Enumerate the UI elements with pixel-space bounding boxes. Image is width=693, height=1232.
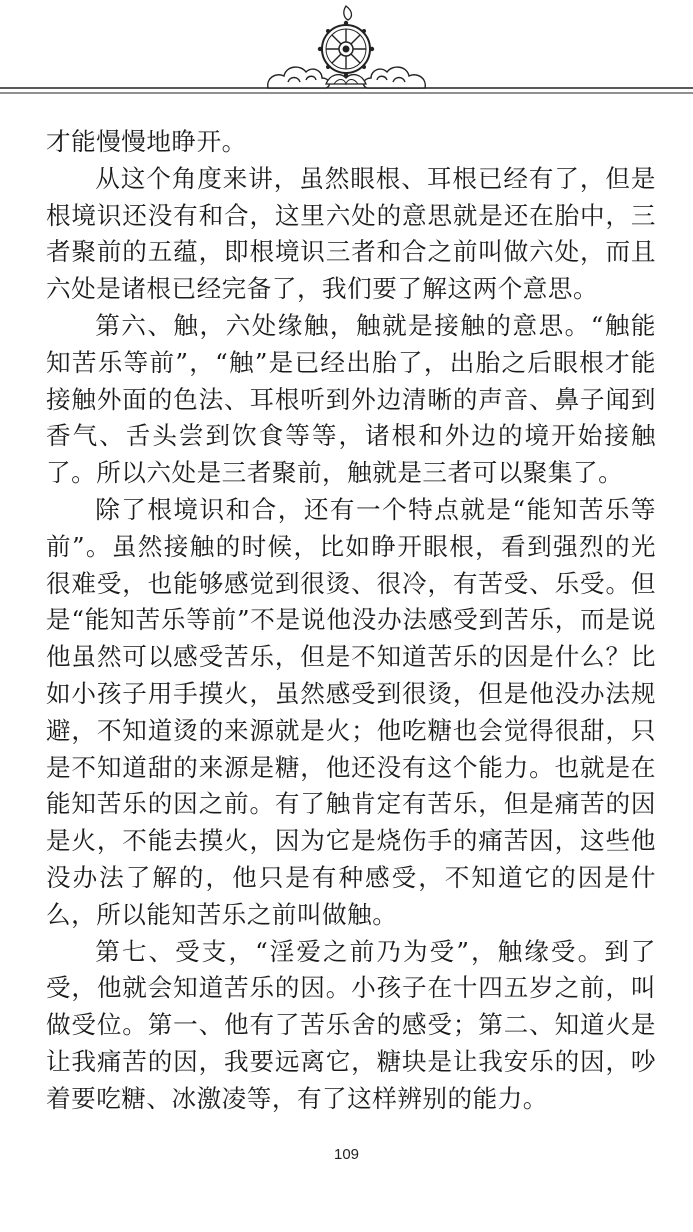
header-ornament <box>0 0 693 110</box>
cloud-right-icon <box>364 67 426 88</box>
text-body <box>46 124 656 1118</box>
paragraph: 从这个角度来讲，虽然眼根、耳根已经有了，但是根境识还没有和合，这里六处的意思就是还在胎中，三者聚前的五蕴，即根境识三者和合之前叫做六处，而且六处是诸根已经完备了，我们要了解这两个意思。 <box>46 163 656 304</box>
paragraph: 才能慢慢地睁开。 <box>46 127 247 156</box>
paragraph: 第七、受支，“淫爱之前乃为受”，触缘受。到了受，他就会知道苦乐的因。小孩子在十四五岁之前，叫做受位。第一、他有了苦乐舍的感受；第二、知道火是让我痛苦的因，我要远离它，糖块是让我安乐的因，吵着要吃糖、冰激凌等，有了这样辨别的能力。 <box>46 936 656 1113</box>
paragraph: 第六、触，六处缘触，触就是接触的意思。“触能知苦乐等前”，“触”是已经出胎了，出胎之后眼根才能接触外面的色法、耳根听到外边清晰的声音、鼻子闻到香气、舌头尝到饮食等等，诸根和外边的境开始接触了。所以六处是三者聚前，触就是三者可以聚集了。 <box>46 310 656 488</box>
paragraph: 除了根境识和合，还有一个特点就是“能知苦乐等前”。虽然接触的时候，比如睁开眼根，看到强烈的光很难受，也能够感觉到很烫、很冷，有苦受、乐受。但是“能知苦乐等前”不是说他没办法感受到苦乐，而是说他虽然可以感受苦乐，但是不知道苦乐的因是什么？比如小孩子用手摸火，虽然感受到很烫，但是他没办法规避，不知道烫的来源就是火；他吃糖也会觉得很甜，只是不知道甜的来源是糖，他还没有这个能力。也就是在能知苦乐的因之前。有了触肯定有苦乐，但是痛苦的因是火，不能去摸火，因为它是烧伤手的痛苦因，这些他没办法了解的，他只是有种感受，不知道它的因是什么，所以能知苦乐之前叫做触。 <box>46 494 656 929</box>
dharma-wheel-icon <box>318 6 374 84</box>
page-number: 109 <box>333 1146 360 1163</box>
header-rule <box>0 88 693 93</box>
cloud-left-icon <box>268 67 330 88</box>
